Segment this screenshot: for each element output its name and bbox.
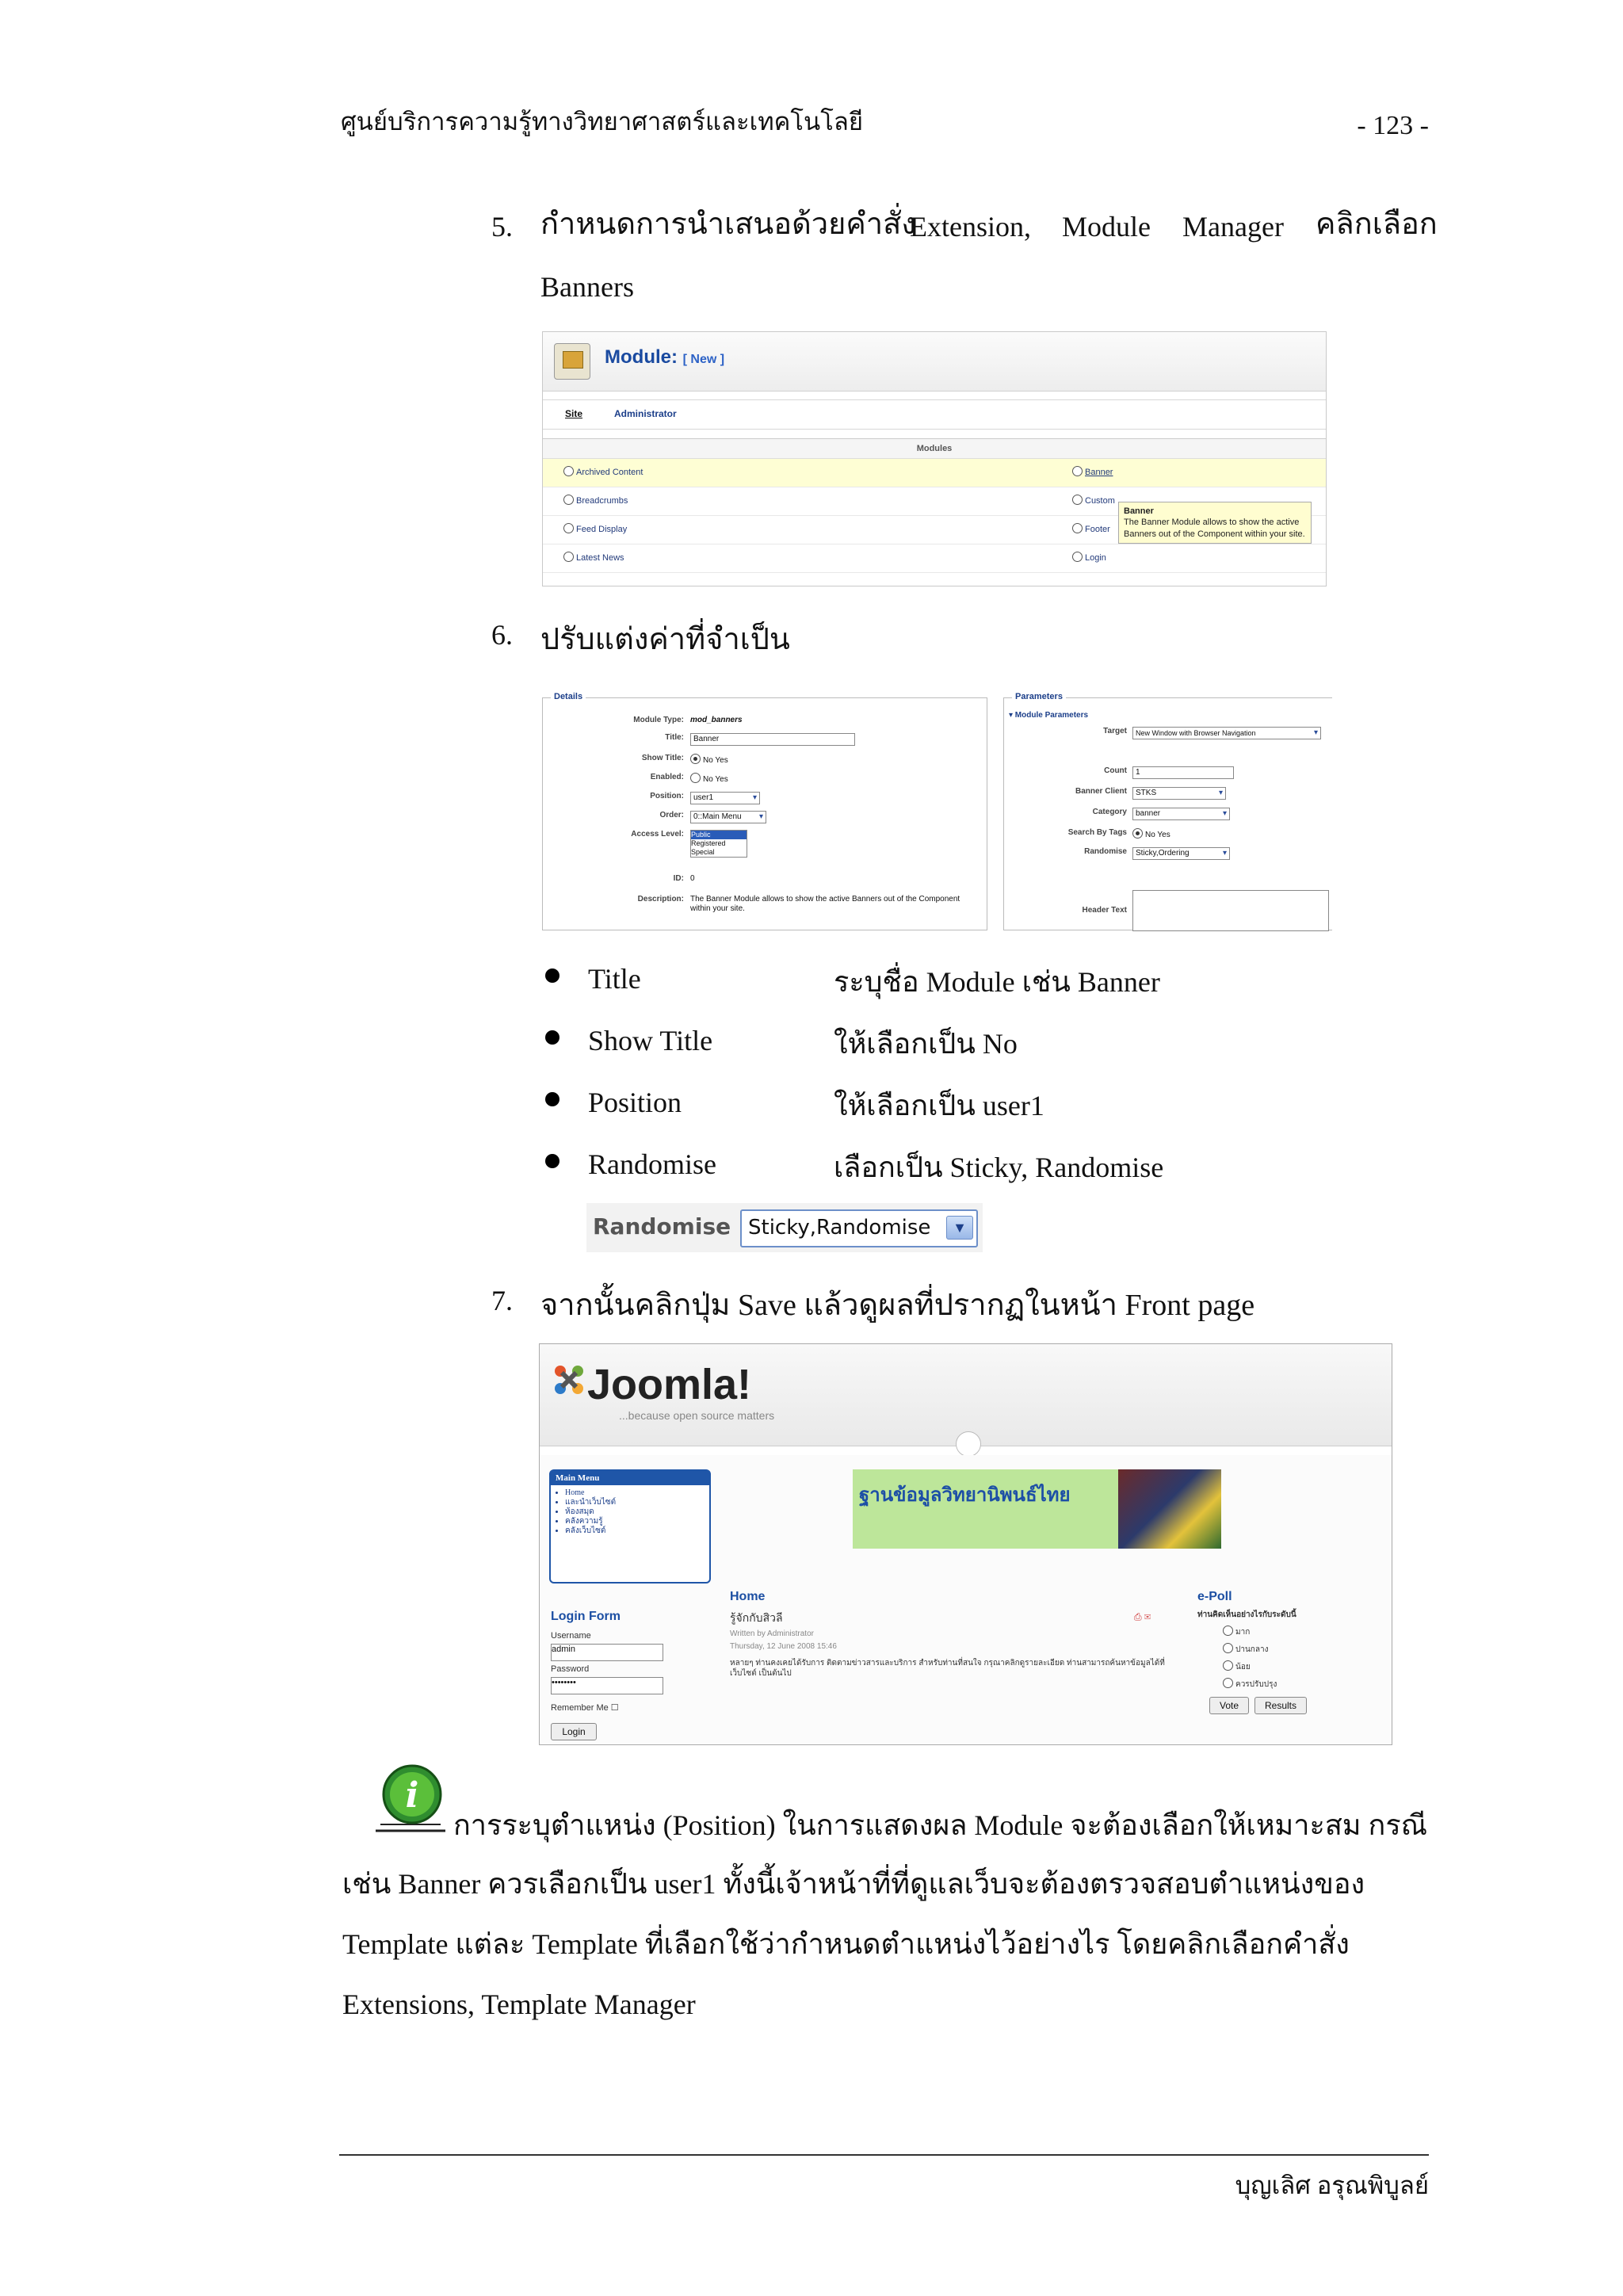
banner-tooltip: Banner The Banner Module allows to show the active Banners out of the Component within your site.	[1118, 502, 1312, 544]
field-label: Module Type:	[633, 716, 684, 724]
footer-author: บุญเลิศ อรุณพิบูลย์	[1235, 2172, 1429, 2199]
field-value: mod_banners	[690, 716, 743, 724]
tip-line: Template แต่ละ Template ที่เลือกใช้ว่ากำหนดตำแหน่งไว้อย่างไร โดยคลิกเลือกคำสั่ง	[342, 1928, 1350, 1960]
module-parameters-toggle[interactable]: ▾ Module Parameters	[1009, 711, 1089, 720]
param-label: Count	[1104, 766, 1127, 775]
randomise-value: Sticky,Randomise	[748, 1216, 931, 1240]
tab-administrator[interactable]: Administrator	[614, 408, 677, 419]
radio-footer[interactable]: Footer	[1072, 523, 1110, 534]
parameters-fieldset	[1003, 692, 1332, 930]
article-text: หลายๆ ท่านคงเคยได้รับการ ติดตามข่าวสารและบริการ สำหรับท่านที่สนใจ กรุณาคลิกดูรายละเอียด ท่านสามารถค้นหาข้อมูลได้ที่เว็บไซต์ เป็นต้นไป	[730, 1659, 1165, 1678]
menu-item[interactable]: • คลังเว็บไซต์	[565, 1526, 709, 1536]
step-text: ปรับแต่งค่าที่จำเป็น	[540, 623, 790, 656]
field-value: 0	[690, 874, 695, 883]
search-by-tags-radios[interactable]: No Yes	[1132, 828, 1170, 839]
field-label: Description:	[637, 895, 684, 904]
banner-client-select[interactable]: STKS ▾	[1132, 787, 1226, 800]
radio-latest-news[interactable]: Latest News	[563, 552, 624, 563]
randomise-select[interactable]: Sticky,Ordering ▾	[1132, 847, 1230, 860]
param-label: Randomise	[1084, 847, 1127, 856]
param-label: Search By Tags	[1067, 828, 1127, 837]
footer-rule	[339, 2154, 1429, 2156]
article-title: รู้จักกับสิวลี	[730, 1611, 783, 1624]
joomla-frontpage-screenshot	[539, 1343, 1392, 1745]
bullet	[545, 1030, 559, 1045]
joomla-logo: Joomla!	[587, 1361, 752, 1408]
randomise-label: Randomise	[593, 1213, 731, 1240]
bullet-value: ให้เลือกเป็น No	[834, 1028, 1018, 1060]
tip-line: เช่น Banner ควรเลือกเป็น user1 ทั้งนี้เจ้าหน้าที่ที่ดูแลเว็บจะต้องตรวจสอบตำแหน่งของ	[342, 1868, 1365, 1900]
page-number: - 123 -	[1357, 111, 1429, 140]
bullet	[545, 1154, 559, 1168]
step-cmd: Module	[1062, 211, 1151, 243]
banner-title: ฐานข้อมูลวิทยานิพนธ์ไทย	[859, 1485, 1071, 1506]
field-label: Order:	[659, 811, 684, 819]
username-label: Username	[551, 1631, 591, 1641]
menu-item[interactable]: • Home	[565, 1488, 709, 1498]
step-number: 5.	[491, 211, 513, 243]
vote-button[interactable]: Vote	[1209, 1697, 1249, 1714]
chevron-down-icon[interactable]: ▼	[946, 1216, 973, 1240]
menu-item[interactable]: • และนำเว็บไซต์	[565, 1498, 709, 1507]
list-item	[543, 544, 1326, 573]
step-number: 6.	[491, 619, 513, 651]
order-select[interactable]: 0::Main Menu ▾	[690, 811, 766, 823]
header-text-input[interactable]	[1132, 890, 1329, 931]
step-cmd: Extension,	[910, 211, 1031, 243]
step-number: 7.	[491, 1285, 513, 1316]
step-action: คลิกเลือก	[1316, 208, 1438, 241]
password-label: Password	[551, 1664, 590, 1674]
bullet-label: Title	[588, 963, 641, 995]
main-menu-title: Main Menu	[551, 1471, 709, 1485]
module-title: Module: [ New ]	[605, 346, 725, 368]
joomla-header	[540, 1344, 1392, 1446]
bullet-value: เลือกเป็น Sticky, Randomise	[834, 1152, 1164, 1183]
bullet-label: Position	[588, 1087, 682, 1118]
results-button[interactable]: Results	[1254, 1697, 1307, 1714]
login-button[interactable]: Login	[551, 1723, 597, 1740]
menu-item[interactable]: • คลังความรู้	[565, 1517, 709, 1526]
epoll-question: ท่านคิดเห็นอย่างไรกับระดับนี้	[1197, 1610, 1296, 1619]
running-header: ศูนย์บริการความรู้ทางวิทยาศาสตร์และเทคโนโลยี	[341, 108, 864, 136]
bullet-label: Randomise	[588, 1148, 716, 1180]
epoll-heading: e-Poll	[1197, 1590, 1232, 1603]
field-label: Enabled:	[650, 773, 684, 781]
joomla-tagline: ...because open source matters	[619, 1409, 775, 1422]
step-cmd: Manager	[1182, 211, 1284, 243]
module-new-screenshot	[542, 331, 1327, 586]
tip-line: Extensions, Template Manager	[342, 1988, 696, 2020]
bullet	[545, 968, 559, 983]
module-icon	[554, 343, 590, 380]
field-label: ID:	[673, 874, 684, 883]
title-input[interactable]: Banner	[690, 733, 855, 746]
step-text: กำหนดการนำเสนอด้วยคำสั่ง	[540, 208, 916, 241]
svg-text:i: i	[405, 1775, 419, 1816]
epoll-option[interactable]: ควรปรับปรุง	[1223, 1678, 1277, 1690]
circle-handle-icon	[956, 1431, 981, 1457]
epoll-option[interactable]: น้อย	[1223, 1660, 1251, 1673]
module-toolbar	[543, 332, 1326, 392]
info-tip-icon	[372, 1761, 449, 1837]
target-select[interactable]: New Window with Browser Navigation ▾	[1132, 727, 1321, 739]
article-date: Thursday, 12 June 2008 15:46	[730, 1642, 837, 1651]
radio-login[interactable]: Login	[1072, 552, 1106, 563]
radio-banner[interactable]: Banner	[1072, 466, 1113, 477]
field-label: Show Title:	[641, 754, 684, 762]
radio-archived-content[interactable]: Archived Content	[563, 466, 643, 477]
step-line2: Banners	[540, 271, 634, 303]
login-form-title: Login Form	[551, 1610, 621, 1623]
radio-feed-display[interactable]: Feed Display	[563, 523, 627, 534]
menu-item[interactable]: • ห้องสมุด	[565, 1507, 709, 1517]
details-fieldset	[542, 692, 987, 930]
module-details-screenshot	[542, 683, 1333, 930]
randomise-dropdown[interactable]	[740, 1209, 978, 1247]
count-input[interactable]: 1	[1132, 766, 1234, 779]
access-level-list[interactable]: Public Registered Special	[690, 830, 747, 858]
username-input[interactable]: admin	[551, 1644, 663, 1661]
category-select[interactable]: banner ▾	[1132, 808, 1230, 820]
bullet	[545, 1092, 559, 1106]
modules-header: Modules	[543, 439, 1326, 459]
parameters-legend: Parameters	[1012, 692, 1066, 701]
module-tabs	[543, 399, 1326, 430]
radio-breadcrumbs[interactable]: Breadcrumbs	[563, 495, 628, 506]
param-label: Target	[1103, 727, 1127, 735]
article-author: Written by Administrator	[730, 1629, 814, 1638]
list-item	[543, 459, 1326, 487]
show-title-radios[interactable]: No Yes	[690, 754, 728, 765]
joomla-body	[540, 1455, 1392, 1744]
thai-thesis-banner[interactable]	[853, 1469, 1221, 1549]
field-value: The Banner Module allows to show the active Banners out of the Component within your site.	[690, 895, 960, 913]
epoll-option[interactable]: ปานกลาง	[1223, 1643, 1268, 1656]
password-input[interactable]: ••••••••	[551, 1677, 663, 1694]
enabled-radios[interactable]: No Yes	[690, 773, 728, 784]
param-label: Banner Client	[1075, 787, 1127, 796]
epoll-option[interactable]: มาก	[1223, 1626, 1250, 1638]
details-legend: Details	[551, 692, 586, 701]
books-image	[1118, 1469, 1221, 1549]
tip-line: การระบุตำแหน่ง (Position) ในการแสดงผล Module จะต้องเลือกให้เหมาะสม กรณี	[453, 1809, 1428, 1841]
radio-custom[interactable]: Custom	[1072, 495, 1115, 506]
field-label: Title:	[665, 733, 684, 742]
home-heading: Home	[730, 1590, 766, 1603]
field-label: Position:	[650, 792, 684, 800]
pdf-print-email-icon[interactable]: ⎙ ✉	[1134, 1611, 1151, 1622]
tab-site[interactable]: Site	[565, 408, 583, 419]
joomla-logo-icon	[551, 1362, 587, 1398]
remember-me[interactable]: Remember Me ☐	[551, 1703, 619, 1713]
position-select[interactable]: user1 ▾	[690, 792, 760, 804]
bullet-label: Show Title	[588, 1025, 713, 1056]
step-text: จากนั้นคลิกปุ่ม Save แล้วดูผลที่ปรากฏในหน้า Front page	[540, 1289, 1255, 1322]
bullet-value: ระบุชื่อ Module เช่น Banner	[834, 966, 1160, 998]
main-menu	[549, 1469, 711, 1584]
param-label: Header Text	[1082, 906, 1127, 915]
bullet-value: ให้เลือกเป็น user1	[834, 1090, 1044, 1121]
field-label: Access Level:	[631, 830, 684, 839]
param-label: Category	[1092, 808, 1127, 816]
